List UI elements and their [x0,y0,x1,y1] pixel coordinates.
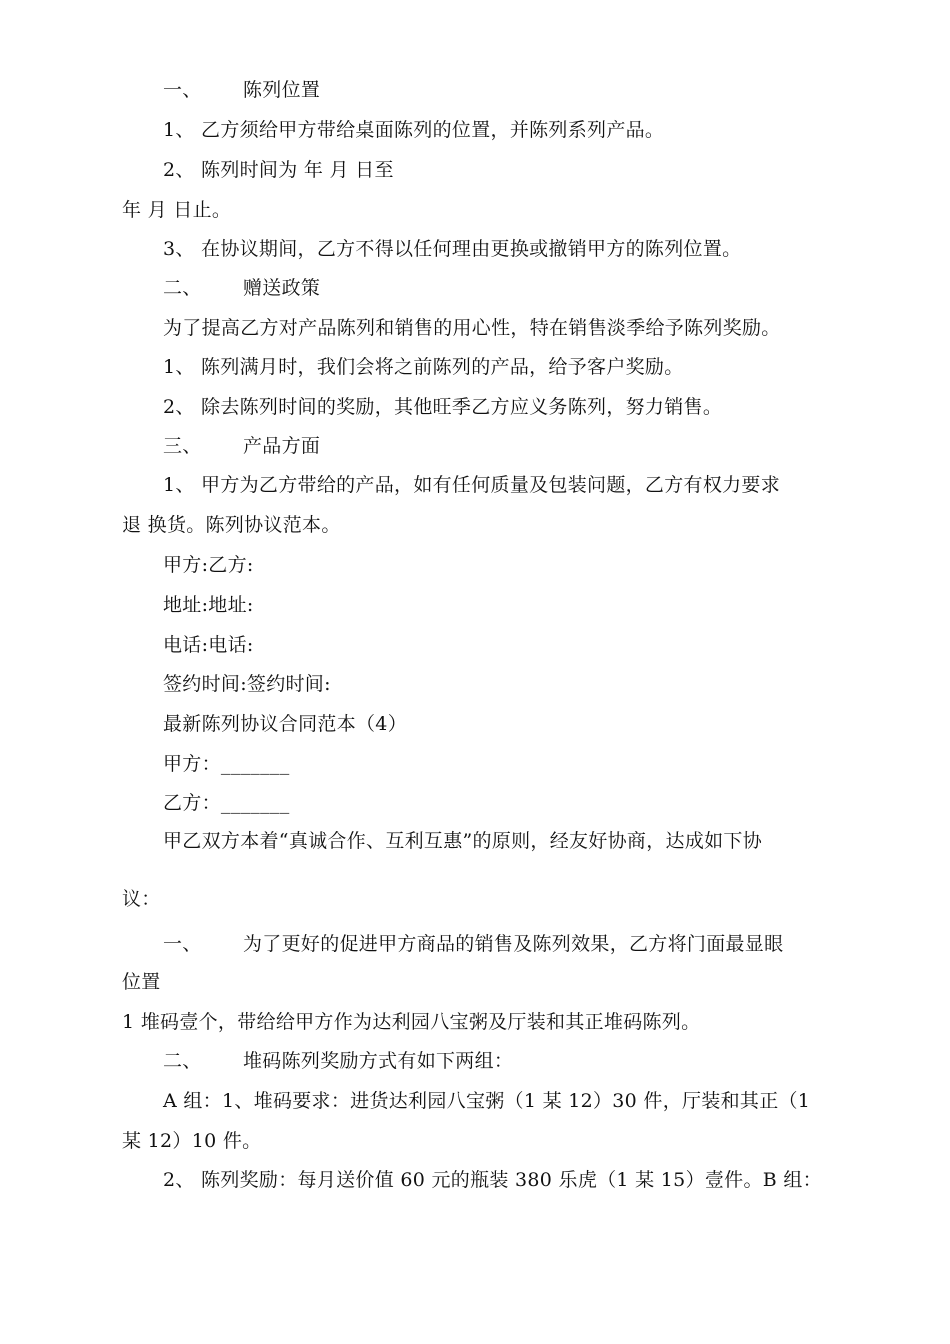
paragraph: 1、 甲方为乙方带给的产品，如有任何质量及包装问题，乙方有权力要求 [163,474,781,496]
paragraph-continuation: 位置 [122,971,161,993]
article-number: 一、 [163,933,202,955]
paragraph-continuation: 退 换货。陈列协议范本。 [122,514,341,536]
paragraph: 1、 陈列满月时，我们会将之前陈列的产品，给予客户奖励。 [163,356,684,378]
paragraph-continuation: 某 12）10 件。 [122,1130,262,1152]
section-title: 陈列位置 [243,79,321,101]
party-b-label: 乙方： [163,792,221,814]
signature-address-line: 地址:地址: [163,594,254,616]
section-1-heading [163,78,320,102]
section-number: 一、 [163,79,202,101]
paragraph-continuation: 1 堆码壹个，带给给甲方作为达利园八宝粥及厅装和其正堆码陈列。 [122,1011,701,1033]
paragraph: 3、 在协议期间，乙方不得以任何理由更换或撤销甲方的陈列位置。 [163,238,742,260]
paragraph: A 组：1、堆码要求：进货达利园八宝粥（1 某 12）30 件，厅装和其正（1 [163,1090,811,1112]
article-number: 二、 [163,1050,202,1072]
signature-party-line: 甲方:乙方: [163,554,254,576]
article-1 [163,932,783,956]
signature-date-line: 签约时间:签约时间: [163,673,331,695]
article-text: 为了更好的促进甲方商品的销售及陈列效果，乙方将门面最显眼 [243,933,784,955]
article-text: 堆码陈列奖励方式有如下两组： [243,1050,514,1072]
paragraph: 1、 乙方须给甲方带给桌面陈列的位置，并陈列系列产品。 [163,119,665,141]
section-title: 赠送政策 [243,277,321,299]
section-number: 三、 [163,435,202,457]
section-title: 产品方面 [243,435,321,457]
section-2-heading [163,276,320,300]
document-title: 最新陈列协议合同范本（4） [163,713,407,735]
article-2 [163,1049,513,1073]
signature-phone-line: 电话:电话: [163,634,254,656]
paragraph-continuation: 议： [122,888,161,910]
party-a-label: 甲方： [163,753,221,775]
party-a-line [163,752,290,776]
paragraph: 为了提高乙方对产品陈列和销售的用心性，特在销售淡季给予陈列奖励。 [163,317,781,339]
paragraph-continuation: 年 月 日止。 [122,199,232,221]
paragraph: 2、 除去陈列时间的奖励，其他旺季乙方应义务陈列，努力销售。 [163,396,723,418]
section-3-heading [163,434,320,458]
party-b-blank: _______ [220,792,290,814]
party-a-blank: _______ [220,753,290,775]
paragraph: 2、 陈列奖励：每月送价值 60 元的瓶装 380 乐虎（1 某 15）壹件。B 组： [163,1169,822,1191]
paragraph: 2、 陈列时间为 年 月 日至 [163,159,394,181]
section-number: 二、 [163,277,202,299]
party-b-line [163,791,290,815]
paragraph: 甲乙双方本着“真诚合作、互利互惠”的原则，经友好协商，达成如下协 [163,830,763,852]
